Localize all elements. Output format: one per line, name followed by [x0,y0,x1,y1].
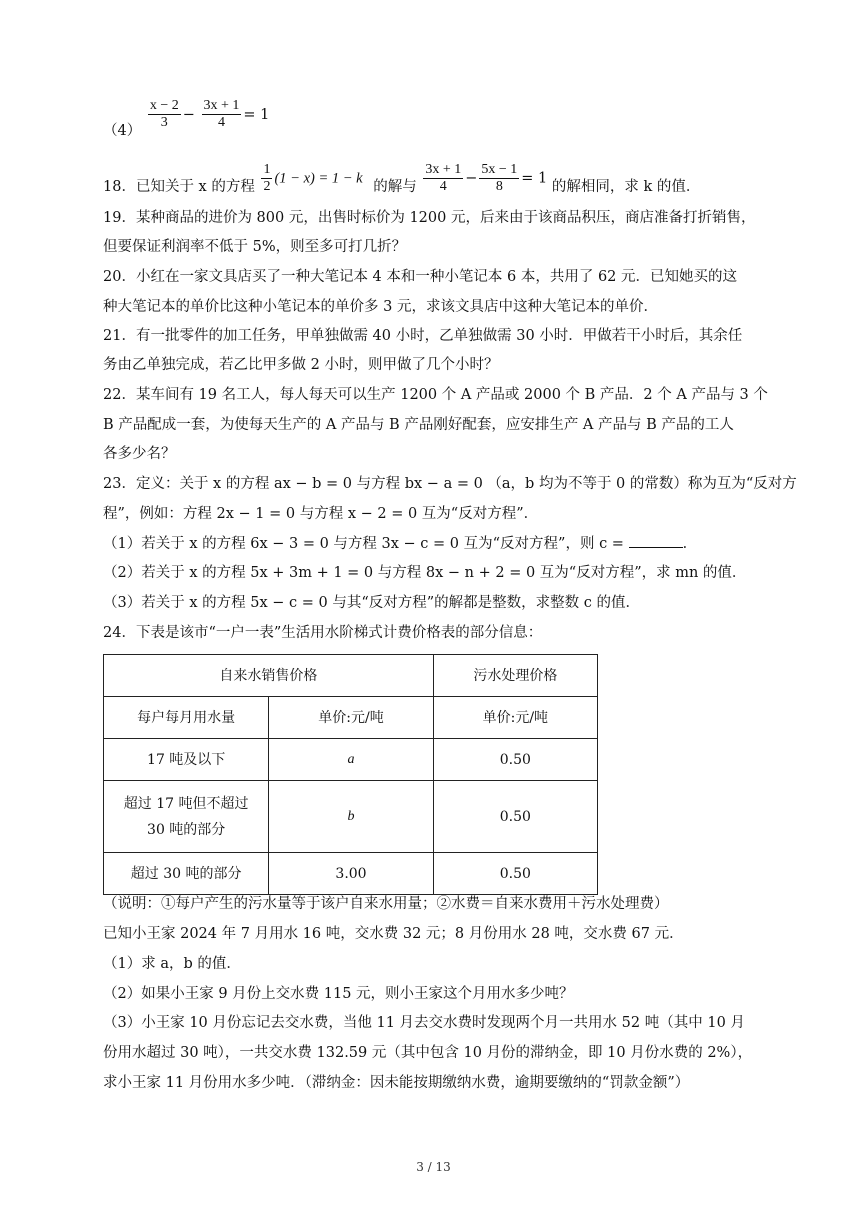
frac-den: 4 [439,179,447,194]
q20-line-2: 种大笔记本的单价比这种小笔记本的单价多 3 元，求该文具店中这种大笔记本的单价． [103,299,658,315]
table-row [104,781,598,853]
q18-half-fraction [261,162,272,195]
q24-intro: 24．下表是该市“一户一表”生活用水阶梯式计费价格表的部分信息： [103,625,543,641]
q23-part-1 [103,533,697,554]
cell-price [269,781,433,853]
header-unit-price-1: 单价:元/吨 [269,697,433,739]
frac-den: 8 [495,179,503,194]
header-water-sale: 自来水销售价格 [104,655,434,697]
frac-den: 4 [217,115,225,130]
frac-den: 2 [263,179,271,194]
cell-usage-line-2: 30 吨的部分 [147,821,226,838]
q23-line-2: 程”，例如：方程 2x − 1 = 0 与方程 x − 2 = 0 互为“反对方程”． [103,506,539,522]
q23-part-2: （2）若关于 x 的方程 5x + 3m + 1 = 0 与方程 8x − n + 2 = 0 互为“反对方程”，求 mn 的值． [103,565,747,581]
q20-line-1: 20．小红在一家文具店买了一种大笔记本 4 本和一种小笔记本 6 本，共用了 62 元．已知她买的这 [103,269,738,285]
table-row [104,739,598,781]
q24-given: 已知小王家 2024 年 7 月用水 16 吨，交水费 32 元；8 月份用水 28 吨，交水费 67 元． [103,926,684,942]
q24-sub-1: （1）求 a，b 的值． [103,956,241,972]
table-row [104,853,598,895]
q23-line-1: 23．定义：关于 x 的方程 ax − b = 0 与方程 bx − a = 0 （a，b 均为不等于 0 的常数）称为互为“反对方 [103,476,797,492]
q22-line-3: 各多少名？ [103,446,176,462]
q19-line-2: 但要保证利润率不低于 5%，则至多可打几折？ [103,239,407,255]
cell-price-var: b [347,809,355,824]
frac-den: 3 [160,115,168,130]
fraction-1 [148,98,181,131]
q18-mid: 的解与 [373,178,417,195]
q22-line-1: 22．某车间有 19 名工人，每人每天可以生产 1200 个 A 产品或 2000 个 B 产品．2 个 A 产品与 3 个 [103,387,768,403]
page-number: 3 / 13 [416,1160,451,1174]
q24-sub-3-line-1: （3）小王家 10 月份忘记去交水费，当他 11 月去交水费时发现两个月一共用水 52 吨（其中 10 月 [103,1015,745,1031]
frac-num: 1 [263,162,271,177]
q18-equation-1: (1 − x) = 1 − k [274,170,363,187]
cell-price [269,739,433,781]
cell-usage [104,781,269,853]
q18-fraction-a [423,162,463,195]
q23-part-1-end: ． [682,536,698,552]
q18-prefix: 18．已知关于 x 的方程 [103,178,255,195]
part-label: （4） [103,122,142,139]
cell-price-var: a [347,752,355,767]
question-18: 18．已知关于 x 的方程 $\frac{1}{2}$ (1 − x) = 1 − k 的解与 $\frac{3x + 1}{4}$ − $\frac{5x - 1}{8}$ = 1 的解相同，求 k 的值． [103,162,701,195]
cell-sewage: 0.50 [433,781,597,853]
cell-usage: 超过 30 吨的部分 [104,853,269,895]
q17-part4: （4） $\frac{x - 2}{3}$ − $\frac{3x + 1}{4}$ = 1 [103,98,270,139]
q21-line-1: 21．有一批零件的加工任务，甲单独做需 40 小时，乙单独做需 30 小时．甲做若干小时后，其余任 [103,328,743,344]
header-sewage: 污水处理价格 [433,655,597,697]
answer-blank[interactable] [629,533,683,548]
cell-sewage: 0.50 [433,739,597,781]
cell-usage: 17 吨及以下 [104,739,269,781]
q22-line-2: B 产品配成一套，为使每天生产的 A 产品与 B 产品刚好配套，应安排生产 A 产品与 B 产品的工人 [103,417,734,433]
q19-line-1: 19．某种商品的进价为 800 元，出售时标价为 1200 元，后来由于该商品积压，商店准备打折销售， [103,210,756,226]
q24-note: （说明：①每户产生的污水量等于该户自来水用量；②水费＝自来水费用＋污水处理费） [103,896,669,912]
cell-sewage: 0.50 [433,853,597,895]
q18-fraction-b [479,162,519,195]
q18-rhs: = 1 [521,170,548,187]
frac-num: 5x − 1 [481,162,518,177]
q24-sub-3-line-2: 份用水超过 30 吨），一共交水费 132.59 元（其中包含 10 月份的滞纳金，即 10 月份水费的 2%）， [103,1045,753,1061]
header-usage: 每户每月用水量 [104,697,269,739]
q24-sub-3-line-3: 求小王家 11 月份用水多少吨．（滞纳金：因未能按期缴纳水费，逾期要缴纳的“罚款金额”） [103,1075,690,1091]
q23-part-1-text: （1）若关于 x 的方程 6x − 3 = 0 与方程 3x − c = 0 互为“反对方程”，则 c = [103,536,624,552]
q23-part-3: （3）若关于 x 的方程 5x − c = 0 与其“反对方程”的解都是整数，求整数 c 的值． [103,595,640,611]
q21-line-2: 务由乙单独完成，若乙比甲多做 2 小时，则甲做了几个小时？ [103,357,499,373]
q24-sub-2: （2）如果小王家 9 月份上交水费 115 元，则小王家这个月用水多少吨？ [103,986,574,1002]
water-price-table [103,654,598,895]
q18-suffix: 的解相同，求 k 的值． [551,178,701,195]
frac-num: x − 2 [149,98,179,113]
cell-usage-line-1: 超过 17 吨但不超过 [123,795,249,812]
fraction-2 [202,98,242,131]
frac-num: 3x + 1 [203,98,240,113]
equation-rhs: = 1 [243,106,270,123]
header-unit-price-2: 单价:元/吨 [433,697,597,739]
cell-price: 3.00 [269,853,433,895]
frac-num: 3x + 1 [425,162,462,177]
